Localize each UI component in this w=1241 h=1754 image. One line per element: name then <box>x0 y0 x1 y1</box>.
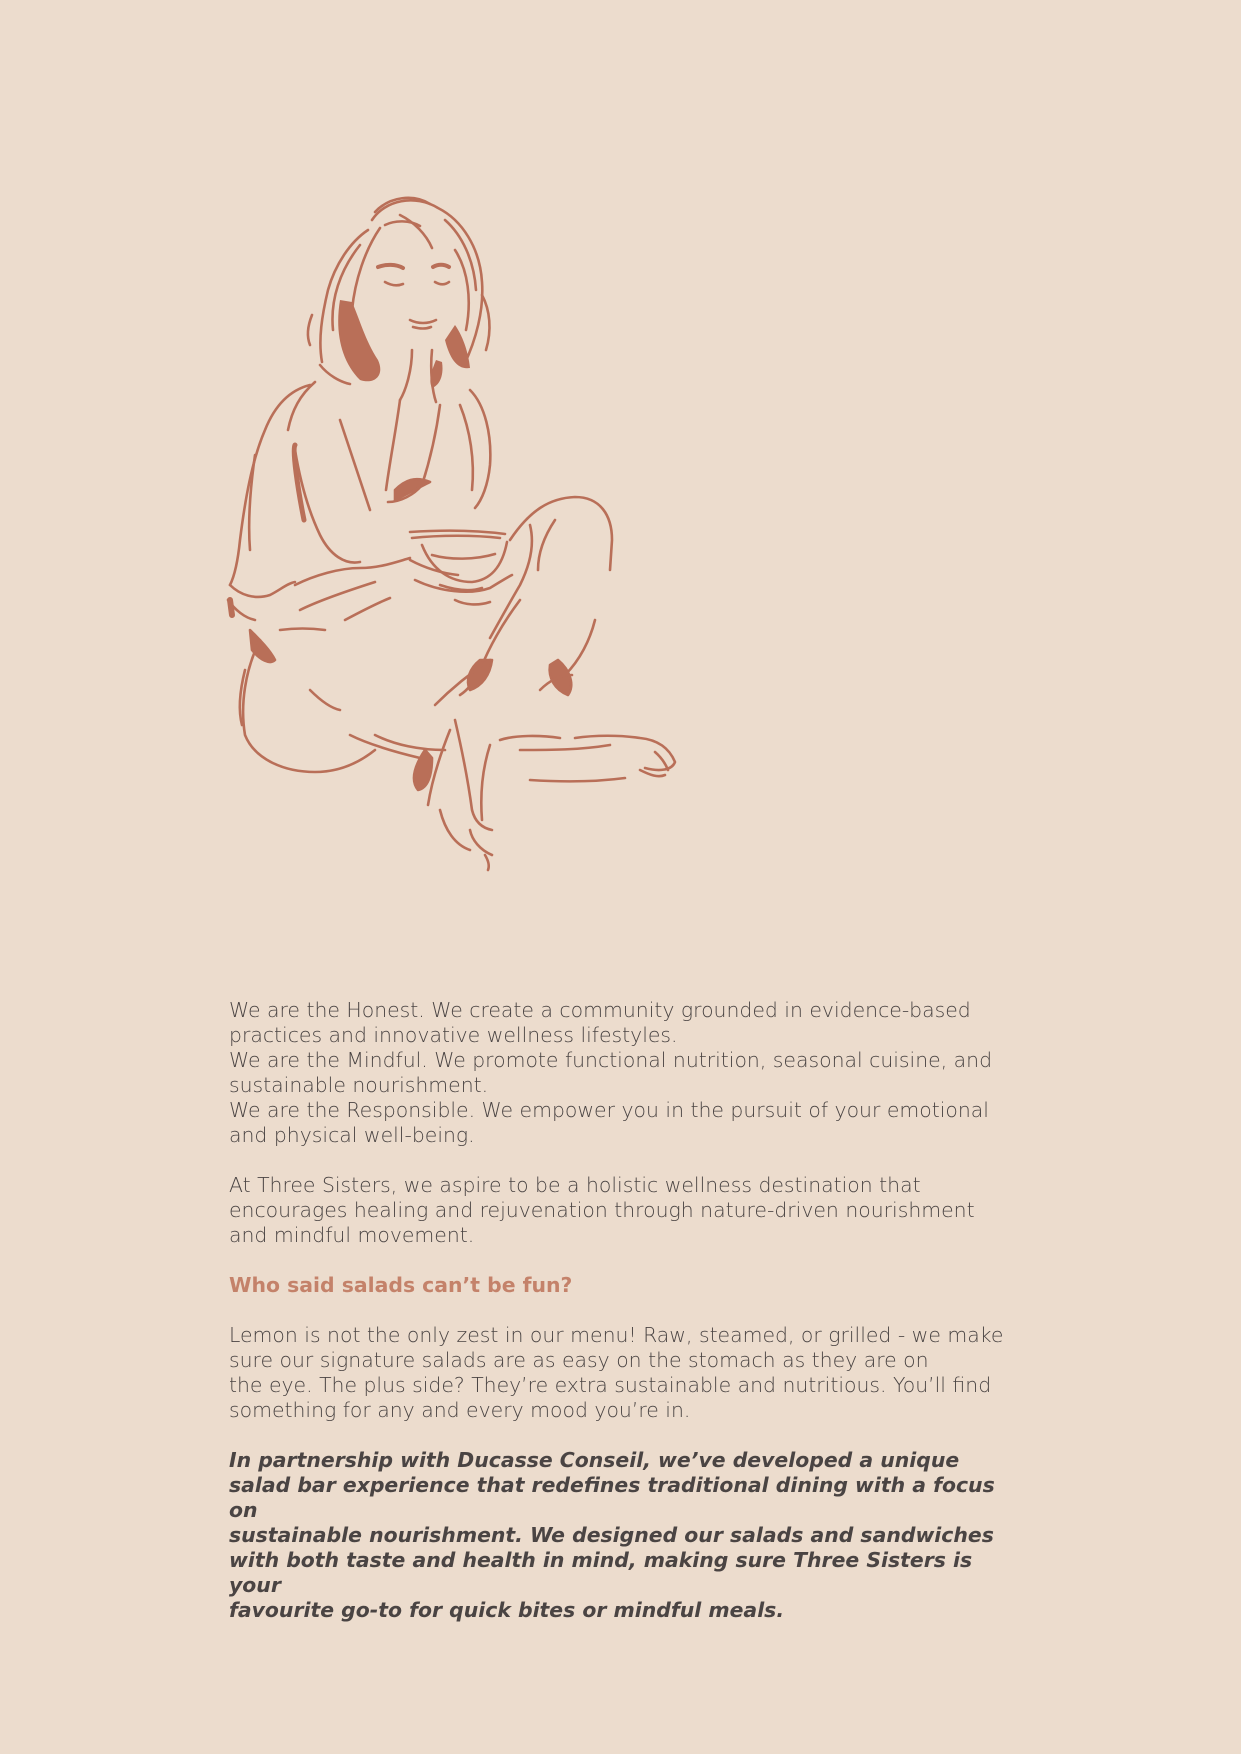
partnership-block <box>229 1448 1019 1623</box>
body-text <box>229 998 1019 1623</box>
intro-line: practices and innovative wellness lifestyles. <box>229 1023 678 1047</box>
salads-heading: Who said salads can’t be fun? <box>229 1273 573 1297</box>
intro-line: sustainable nourishment. <box>229 1073 489 1097</box>
spacer <box>229 1298 1019 1323</box>
woman-with-bowl-illustration <box>200 190 730 910</box>
salads-line: something for any and every mood you’re in. <box>229 1398 691 1422</box>
intro-line: We are the Mindful. We promote functional nutrition, seasonal cuisine, and <box>229 1048 993 1072</box>
spacer <box>229 1423 1019 1448</box>
salads-block <box>229 1323 1019 1423</box>
partnership-line: favourite go-to for quick bites or mindful meals. <box>229 1598 785 1622</box>
aspiration-block <box>229 1173 1019 1248</box>
intro-block <box>229 998 1019 1148</box>
partnership-line: In partnership with Ducasse Conseil, we’ve developed a unique <box>229 1448 960 1472</box>
salads-line: Lemon is not the only zest in our menu! Raw, steamed, or grilled - we make <box>229 1323 1004 1347</box>
aspiration-line: At Three Sisters, we aspire to be a holistic wellness destination that <box>229 1173 921 1197</box>
spacer <box>229 1248 1019 1273</box>
aspiration-line: encourages healing and rejuvenation through nature-driven nourishment <box>229 1198 975 1222</box>
salads-line: sure our signature salads are as easy on the stomach as they are on <box>229 1348 929 1372</box>
partnership-line: sustainable nourishment. We designed our salads and sandwiches <box>229 1523 994 1547</box>
intro-line: and physical well-being. <box>229 1123 475 1147</box>
partnership-line: with both taste and health in mind, making sure Three Sisters is your <box>229 1548 973 1597</box>
intro-line: We are the Honest. We create a community grounded in evidence-based <box>229 998 971 1022</box>
spacer <box>229 1148 1019 1173</box>
intro-line: We are the Responsible. We empower you in the pursuit of your emotional <box>229 1098 989 1122</box>
partnership-line: salad bar experience that redefines traditional dining with a focus on <box>229 1473 995 1522</box>
woman-with-bowl-icon <box>200 190 730 910</box>
salads-line: the eye. The plus side? They’re extra sustainable and nutritious. You’ll find <box>229 1373 992 1397</box>
aspiration-line: and mindful movement. <box>229 1223 475 1247</box>
